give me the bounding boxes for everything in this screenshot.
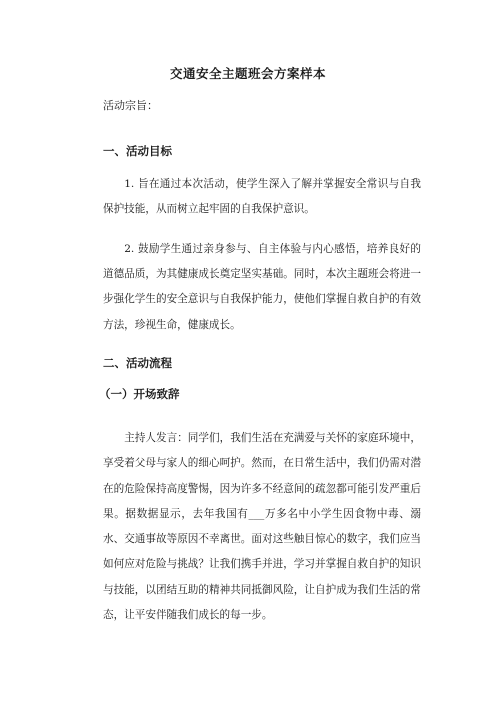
opening-paragraph: 主持人发言：同学们，我们生活在充满爱与关怀的家庭环境中，享受着父母与家人的细心呵护。然而，在日常生活中，我们仍需对潜在的危险保持高度警惕，因为许多不经意间的疏忽都可能引发严重后果。据数据显示，去年我国有___万多名中小学生因食物中毒、溺水、交通事故等原因不幸离世。面对这些触目惊心的数字，我们应当如何应对危险与挑战？让我们携手并进，学习并掌握自救自护的知识与技能，以团结互助的精神共同抵御风险，让自护成为我们生活的常态，让平安伴随我们成长的每一步。 [103,432,421,622]
subsection-heading-opening: （一）开场致辞 [99,387,180,401]
goal-item-1: 1. 旨在通过本次活动，使学生深入了解并掌握安全常识与自我保护技能，从而树立起牢固的自我保护意识。 [103,178,421,216]
document-title: 交通安全主题班会方案样本 [169,66,326,81]
purpose-label: 活动宗旨： [103,99,158,112]
goal-item-2: 2. 鼓励学生通过亲身参与、自主体验与内心感悟，培养良好的道德品质，为其健康成长奠定坚实基础。同时，本次主题班会将进一步强化学生的安全意识与自我保护能力，使他们掌握自救自护的有效方法，珍视生命，健康成长。 [103,243,421,331]
section-heading-goals: 一、活动目标 [103,144,172,158]
section-heading-process: 二、活动流程 [103,356,172,370]
